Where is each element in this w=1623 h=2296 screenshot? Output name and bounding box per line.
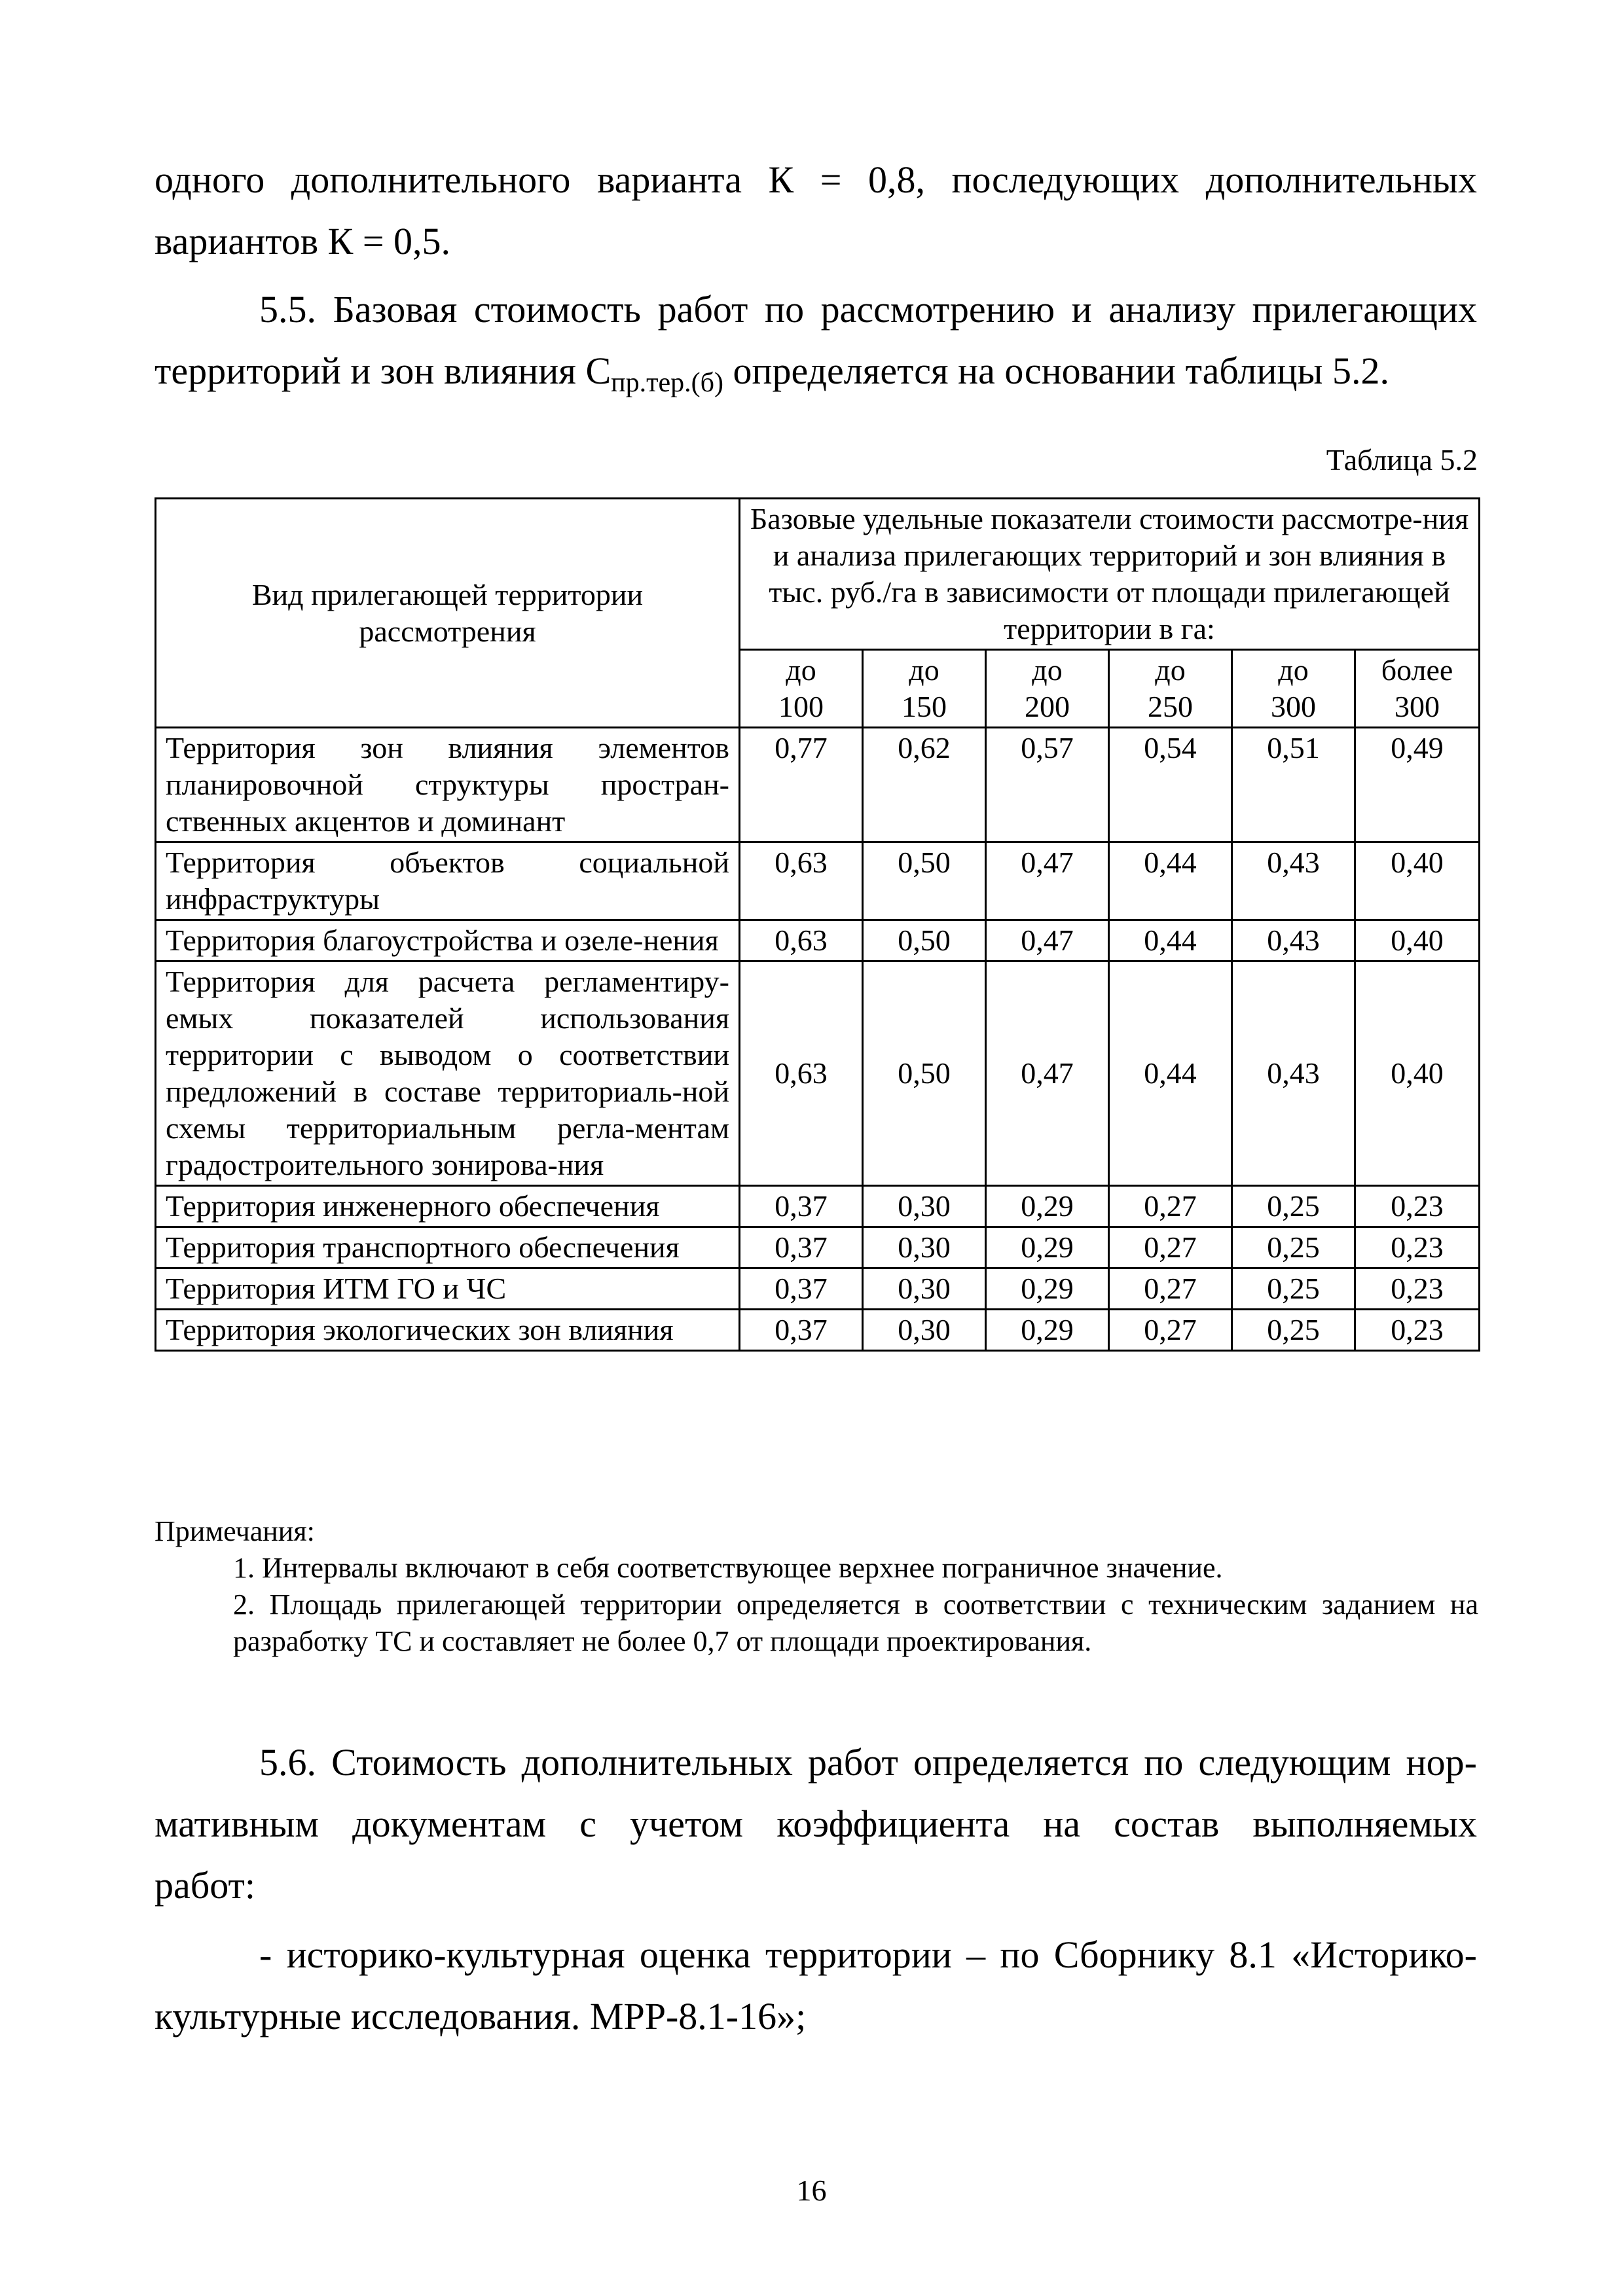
table-row: [156, 728, 1480, 842]
table-cell: 0,63: [740, 961, 863, 1186]
table-cell: 0,30: [863, 1186, 986, 1227]
table-cell: 0,23: [1355, 1310, 1480, 1351]
table-cell: 0,63: [740, 920, 863, 961]
table-cell: 0,50: [863, 961, 986, 1186]
row-label: Территория объектов социальной инфраструктуры: [156, 842, 740, 920]
table-cell: 0,25: [1232, 1310, 1355, 1351]
table-cell: 0,40: [1355, 920, 1480, 961]
section-5-5-text-a: территорий и зон влияния С: [155, 350, 611, 392]
table-cell: 0,51: [1232, 728, 1355, 842]
table-row: [156, 842, 1480, 920]
table-cell: 0,23: [1355, 1268, 1480, 1310]
table-cell: 0,37: [740, 1268, 863, 1310]
table-row: [156, 1310, 1480, 1351]
col-header-cost-indicators: [740, 499, 1480, 650]
bullet-paragraph: [155, 1924, 1477, 2047]
section-5-6-line-3: работ:: [155, 1864, 255, 1907]
table-cell: 0,27: [1109, 1186, 1232, 1227]
table-cell: 0,29: [986, 1227, 1109, 1268]
table-cell: 0,50: [863, 842, 986, 920]
table-caption: Таблица 5.2: [1326, 443, 1478, 476]
table-cell: 0,25: [1232, 1186, 1355, 1227]
table-cell: 0,27: [1109, 1268, 1232, 1310]
cost-subscript: пр.тер.(б): [611, 368, 723, 398]
table-cell: 0,44: [1109, 920, 1232, 961]
table-row: [156, 920, 1480, 961]
table-row: [156, 1186, 1480, 1227]
row-label: Территория экологических зон влияния: [156, 1310, 740, 1351]
table-cell: 0,27: [1109, 1227, 1232, 1268]
table-cell: 0,23: [1355, 1227, 1480, 1268]
intro-line-1: одного дополнительного варианта К = 0,8, последующих дополнительных: [155, 158, 1477, 201]
table-cell: 0,62: [863, 728, 986, 842]
intro-line-2: вариантов К = 0,5.: [155, 220, 451, 262]
table-cell: 0,29: [986, 1268, 1109, 1310]
table-cell: 0,57: [986, 728, 1109, 842]
section-5-6-paragraph: [155, 1732, 1477, 1916]
area-col-200: до 200: [986, 650, 1109, 728]
table-cell: 0,40: [1355, 842, 1480, 920]
page-number: 16: [796, 2174, 827, 2207]
table-cell: 0,37: [740, 1227, 863, 1268]
table-cell: 0,37: [740, 1186, 863, 1227]
table-row: [156, 1268, 1480, 1310]
table-cell: 0,54: [1109, 728, 1232, 842]
table-cell: 0,63: [740, 842, 863, 920]
section-5-5-paragraph: [155, 279, 1477, 414]
table-cell: 0,29: [986, 1186, 1109, 1227]
table-cell: 0,37: [740, 1310, 863, 1351]
table-row: [156, 1227, 1480, 1268]
note-item-1: 1. Интервалы включают в себя соответствующее верхнее пограничное значение.: [233, 1552, 1223, 1584]
table-cell: 0,43: [1232, 920, 1355, 961]
row-label: Территория зон влияния элементов планировочной структуры простран-ственных акцентов и доминант: [156, 728, 740, 842]
intro-paragraph: [155, 149, 1477, 272]
bullet-line-2: культурные исследования. МРР-8.1-16»;: [155, 1995, 807, 2037]
table-cell: 0,25: [1232, 1227, 1355, 1268]
table-cell: 0,29: [986, 1310, 1109, 1351]
table-cell: 0,40: [1355, 961, 1480, 1186]
bullet-line-1: - историко-культурная оценка территории – по Сборнику 8.1 «Историко-: [259, 1933, 1477, 1976]
section-5-5-line-2: [155, 340, 1477, 414]
col-header-territory-type: [156, 499, 740, 728]
cost-table: [155, 497, 1480, 1352]
table-cell: 0,47: [986, 842, 1109, 920]
table-cell: 0,47: [986, 961, 1109, 1186]
row-label: Территория ИТМ ГО и ЧС: [156, 1268, 740, 1310]
row-label: Территория транспортного обеспечения: [156, 1227, 740, 1268]
note-item-2: 2. Площадь прилегающей территории определяется в соответствии с техническим заданием на разработку ТС и составляет не более 0,7 от площади проектирования.: [233, 1588, 1478, 1657]
table-cell: 0,47: [986, 920, 1109, 961]
table-cell: 0,43: [1232, 961, 1355, 1186]
table-cell: 0,44: [1109, 842, 1232, 920]
area-col-150: до 150: [863, 650, 986, 728]
row-label: Территория для расчета регламентиру-емых показателей использования территории с выводом о соответствии предложений в составе территориаль-ной схемы территориальным регла-ментам градостроительного зонирова-ния: [156, 961, 740, 1186]
area-col-250: до 250: [1109, 650, 1232, 728]
section-5-5-text-b: определяется на основании таблицы 5.2.: [723, 350, 1389, 392]
col-header-cost-indicators-text: Базовые удельные показатели стоимости рассмотре-ния и анализа прилегающих территорий и зон влияния в тыс. руб./га в зависимости от площади прилегающей территории в га:: [750, 502, 1469, 645]
area-col-100: до 100: [740, 650, 863, 728]
section-5-6-line-2: мативным документам с учетом коэффициента на состав выполняемых: [155, 1803, 1477, 1845]
section-5-5-line-1: 5.5. Базовая стоимость работ по рассмотрению и анализу прилегающих: [259, 288, 1477, 331]
table-cell: 0,27: [1109, 1310, 1232, 1351]
table-cell: 0,30: [863, 1268, 986, 1310]
area-col-over-300: более 300: [1355, 650, 1480, 728]
row-label: Территория благоустройства и озеле-нения: [156, 920, 740, 961]
table-cell: 0,25: [1232, 1268, 1355, 1310]
section-5-6-line-1: 5.6. Стоимость дополнительных работ определяется по следующим нор-: [259, 1741, 1477, 1784]
notes-title: Примечания:: [155, 1515, 315, 1547]
row-label: Территория инженерного обеспечения: [156, 1186, 740, 1227]
table-cell: 0,50: [863, 920, 986, 961]
table-cell: 0,30: [863, 1310, 986, 1351]
table-cell: 0,77: [740, 728, 863, 842]
table-cell: 0,43: [1232, 842, 1355, 920]
col-header-territory-type-text: Вид прилегающей территории рассмотрения: [251, 577, 644, 648]
table-cell: 0,23: [1355, 1186, 1480, 1227]
area-col-300: до 300: [1232, 650, 1355, 728]
table-row: [156, 961, 1480, 1186]
table-cell: 0,30: [863, 1227, 986, 1268]
table-cell: 0,44: [1109, 961, 1232, 1186]
table-cell: 0,49: [1355, 728, 1480, 842]
notes-block: [155, 1513, 1478, 1660]
